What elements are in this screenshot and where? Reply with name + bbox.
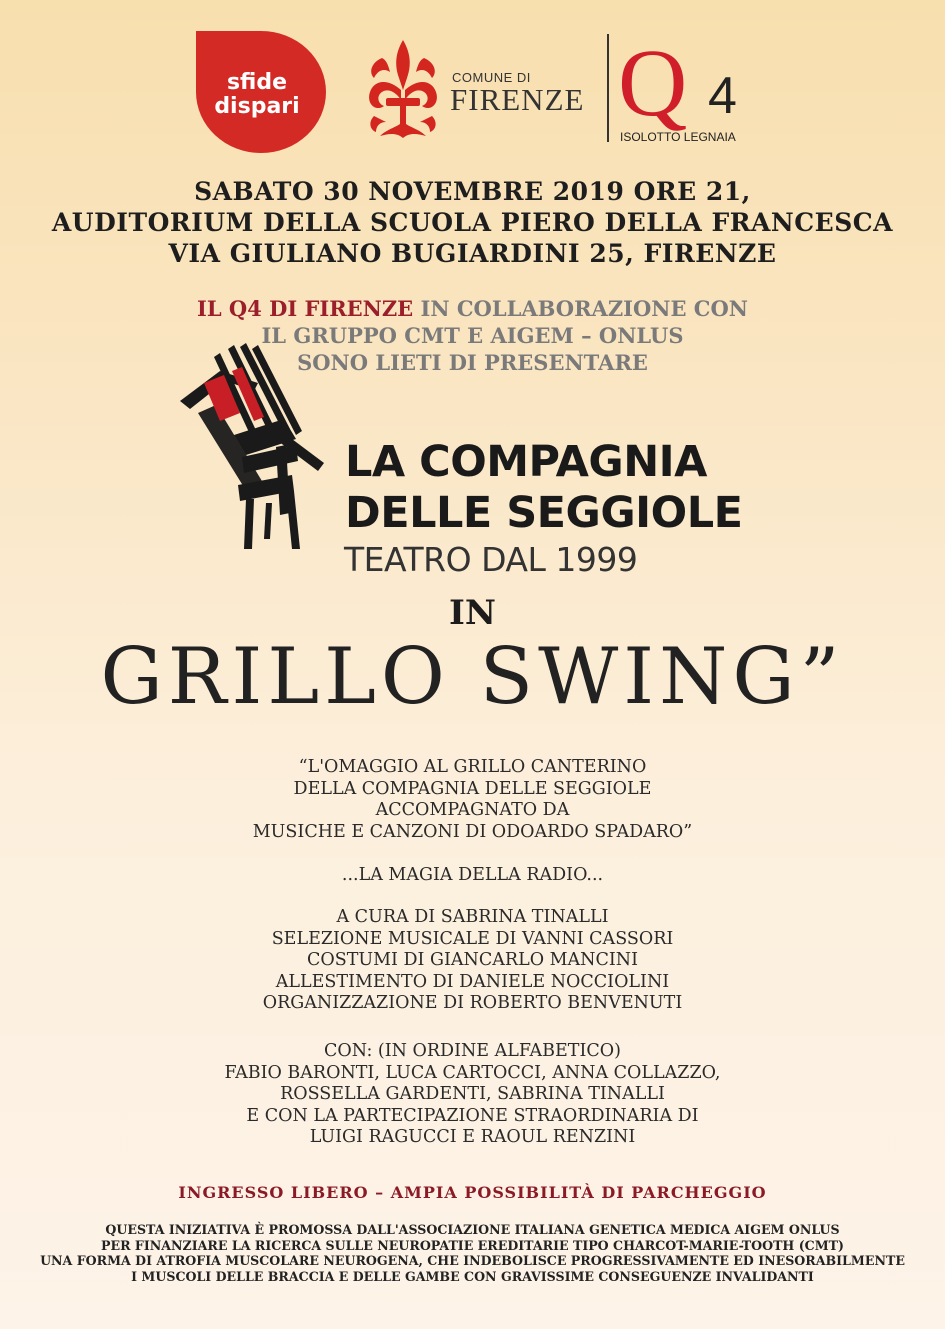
sfide-logo-line2: dispari — [214, 94, 300, 119]
credit-line: SELEZIONE MUSICALE DI VANNI CASSORI — [271, 928, 674, 949]
in-label: IN — [449, 593, 496, 633]
q4-logo-number: 4 — [708, 67, 737, 125]
radio-tagline: ...LA MAGIA DELLA RADIO... — [341, 865, 604, 885]
intro-line3: SONO LIETI DI PRESENTARE — [297, 350, 648, 375]
event-date: SABATO 30 NOVEMBRE 2019 ORE 21, — [194, 177, 751, 206]
florence-lily-icon — [360, 38, 446, 144]
credit-line: A CURA DI SABRINA TINALLI — [336, 907, 609, 927]
firenze-label: FIRENZE — [450, 82, 585, 117]
intro-line2: IL GRUPPO CMT E AIGEM – ONLUS — [261, 323, 684, 348]
company-subtitle: TEATRO DAL 1999 — [344, 540, 638, 579]
footer-line: I MUSCOLI DELLE BRACCIA E DELLE GAMBE CON GRAVISSIME CONSEGUENZE INVALIDANTI — [131, 1268, 814, 1284]
logo-divider — [607, 34, 609, 142]
credit-line: ALLESTIMENTO DI DANIELE NOCCIOLINI — [275, 971, 670, 992]
intro-line1-rest: IN COLLABORAZIONE CON — [413, 296, 748, 321]
footer-line: QUESTA INIZIATIVA È PROMOSSA DALL'ASSOCIAZIONE ITALIANA GENETICA MEDICA AIGEM ONLUS — [105, 1222, 840, 1237]
show-title: GRILLO SWING” — [100, 632, 845, 722]
credits — [0, 907, 945, 1015]
description-line: DELLA COMPAGNIA DELLE SEGGIOLE — [293, 778, 652, 799]
footer-note — [0, 1222, 945, 1284]
sfide-logo-line1: sfide — [226, 70, 288, 95]
description-line: “L'OMAGGIO AL GRILLO CANTERINO — [298, 757, 647, 777]
q4-logo — [616, 33, 746, 133]
cast-line: FABIO BARONTI, LUCA CARTOCCI, ANNA COLLAZZO, — [224, 1062, 721, 1083]
cast — [0, 1041, 945, 1149]
sfide-logo-text — [196, 71, 318, 119]
event-info — [0, 176, 945, 269]
cast-line: ROSSELLA GARDENTI, SABRINA TINALLI — [280, 1084, 665, 1105]
chairs-stack-icon — [180, 343, 330, 550]
description-line: ACCOMPAGNATO DA — [375, 800, 570, 821]
company-name-line2: DELLE SEGGIOLE — [345, 488, 743, 538]
cast-line: E CON LA PARTECIPAZIONE STRAORDINARIA DI — [246, 1105, 699, 1126]
free-entry-notice: INGRESSO LIBERO – AMPIA POSSIBILITÀ DI PARCHEGGIO — [178, 1183, 767, 1202]
credit-line: COSTUMI DI GIANCARLO MANCINI — [306, 950, 639, 971]
comune-di-label: COMUNE DI — [452, 70, 531, 85]
cast-line: LUIGI RAGUCCI E RAOUL RENZINI — [309, 1127, 636, 1148]
q4-logo-letter: Q — [618, 33, 688, 133]
footer-line: PER FINANZIARE LA RICERCA SULLE NEUROPATIE EREDITARIE TIPO CHARCOT-MARIE-TOOTH (CMT) — [101, 1237, 844, 1253]
sfide-dispari-logo — [196, 31, 326, 153]
description-line: MUSICHE E CANZONI DI ODOARDO SPADARO” — [252, 821, 693, 842]
intro-line1 — [0, 295, 945, 322]
credit-line: ORGANIZZAZIONE DI ROBERTO BENVENUTI — [262, 993, 683, 1014]
isolotto-legnaia-label: ISOLOTTO LEGNAIA — [620, 130, 736, 144]
cast-line: CON: (IN ORDINE ALFABETICO) — [324, 1041, 621, 1061]
intro-text — [0, 295, 945, 376]
event-venue: AUDITORIUM DELLA SCUOLA PIERO DELLA FRANCESCA — [51, 208, 894, 237]
company-name-line1: LA COMPAGNIA — [345, 437, 707, 487]
footer-line: UNA FORMA DI ATROFIA MUSCOLARE NEUROGENA, CHE INDEBOLISCE PROGRESSIVAMENTE ED INESORABILMENTE — [40, 1253, 905, 1268]
show-description — [0, 757, 945, 843]
intro-highlight: IL Q4 DI FIRENZE — [197, 296, 414, 321]
event-address: VIA GIULIANO BUGIARDINI 25, FIRENZE — [168, 239, 777, 268]
